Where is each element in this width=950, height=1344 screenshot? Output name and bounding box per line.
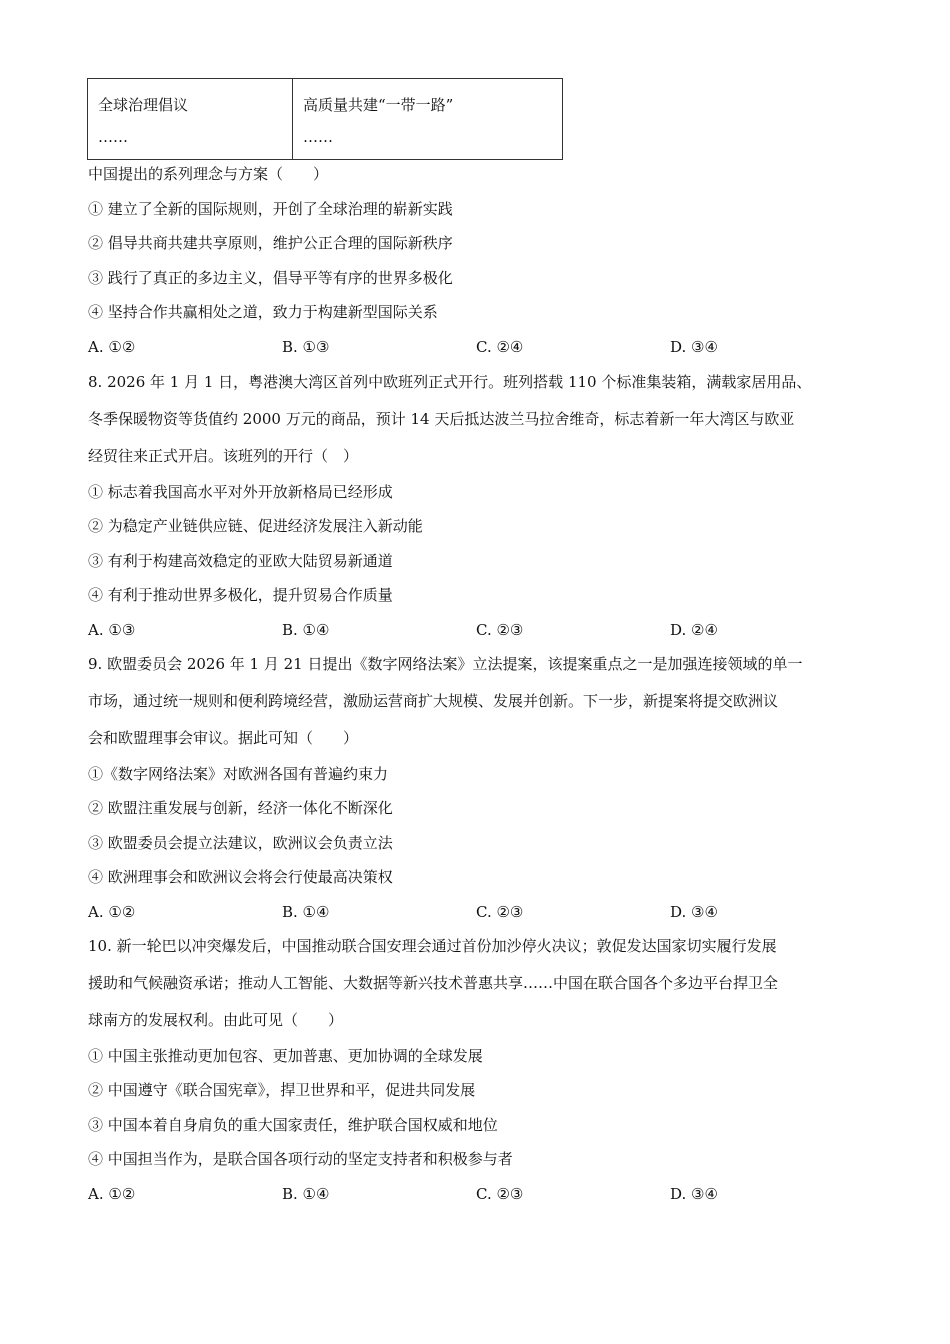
q9-option-c[interactable]: C. ②③ [476, 903, 524, 921]
context-table [87, 78, 563, 160]
q10-option-d[interactable]: D. ③④ [670, 1185, 718, 1203]
q8-item-1: ① 标志着我国高水平对外开放新格局已经形成 [88, 483, 393, 501]
q7-stem: 中国提出的系列理念与方案（ ） [88, 165, 329, 183]
table-ellipsis: …… [98, 128, 128, 146]
q8-stem-line-1: 8. 2026 年 1 月 1 日，粤港澳大湾区首列中欧班列正式开行。班列搭载 110 个标准集装箱，满载家居用品、 [88, 373, 812, 391]
q10-option-b[interactable]: B. ①④ [282, 1185, 330, 1203]
q9-stem-line-2: 市场，通过统一规则和便利跨境经营，激励运营商扩大规模、发展并创新。下一步，新提案将提交欧洲议 [88, 692, 779, 710]
q9-stem-line-3: 会和欧盟理事会审议。据此可知（ ） [88, 729, 359, 747]
q9-option-b[interactable]: B. ①④ [282, 903, 330, 921]
q10-stem-line-3: 球南方的发展权利。由此可见（ ） [88, 1011, 344, 1029]
q10-option-a[interactable]: A. ①② [88, 1185, 136, 1203]
q10-stem-line-2: 援助和气候融资承诺；推动人工智能、大数据等新兴技术普惠共享……中国在联合国各个多边平台捍卫全 [88, 974, 779, 992]
q7-item-1: ① 建立了全新的国际规则，开创了全球治理的崭新实践 [88, 200, 453, 218]
q9-item-2: ② 欧盟注重发展与创新，经济一体化不断深化 [88, 799, 393, 817]
q7-item-3: ③ 践行了真正的多边主义，倡导平等有序的世界多极化 [88, 269, 453, 287]
q7-item-4: ④ 坚持合作共赢相处之道，致力于构建新型国际关系 [88, 303, 438, 321]
q8-item-3: ③ 有利于构建高效稳定的亚欧大陆贸易新通道 [88, 552, 393, 570]
q8-option-d[interactable]: D. ②④ [670, 621, 718, 639]
table-text: 全球治理倡议 [98, 96, 189, 114]
q8-stem-line-3: 经贸往来正式开启。该班列的开行（ ） [88, 447, 359, 465]
q10-item-1: ① 中国主张推动更加包容、更加普惠、更加协调的全球发展 [88, 1047, 483, 1065]
q9-stem-line-1: 9. 欧盟委员会 2026 年 1 月 21 日提出《数字网络法案》立法提案，该提案重点之一是加强连接领域的单一 [88, 655, 803, 673]
q9-option-d[interactable]: D. ③④ [670, 903, 718, 921]
q7-option-d[interactable]: D. ③④ [670, 338, 718, 356]
q7-option-b[interactable]: B. ①③ [282, 338, 330, 356]
table-ellipsis: …… [303, 128, 333, 146]
q10-option-c[interactable]: C. ②③ [476, 1185, 524, 1203]
table-cell-belt-and-road [293, 79, 563, 160]
q7-item-2: ② 倡导共商共建共享原则，维护公正合理的国际新秩序 [88, 234, 453, 252]
q10-item-2: ② 中国遵守《联合国宪章》，捍卫世界和平，促进共同发展 [88, 1081, 476, 1099]
q8-option-a[interactable]: A. ①③ [88, 621, 136, 639]
q9-item-3: ③ 欧盟委员会提立法建议，欧洲议会负责立法 [88, 834, 393, 852]
q10-stem-line-1: 10. 新一轮巴以冲突爆发后，中国推动联合国安理会通过首份加沙停火决议；敦促发达国家切实履行发展 [88, 937, 777, 955]
q9-option-a[interactable]: A. ①② [88, 903, 136, 921]
q10-item-3: ③ 中国本着自身肩负的重大国家责任，维护联合国权威和地位 [88, 1116, 498, 1134]
q8-option-b[interactable]: B. ①④ [282, 621, 330, 639]
q7-option-a[interactable]: A. ①② [88, 338, 136, 356]
q7-options [88, 337, 848, 357]
table-cell-global-governance [88, 79, 293, 160]
q8-options [88, 620, 848, 640]
q7-option-c[interactable]: C. ②④ [476, 338, 524, 356]
q8-item-2: ② 为稳定产业链供应链、促进经济发展注入新动能 [88, 517, 423, 535]
q10-item-4: ④ 中国担当作为，是联合国各项行动的坚定支持者和积极参与者 [88, 1150, 513, 1168]
q8-stem-line-2: 冬季保暖物资等货值约 2000 万元的商品，预计 14 天后抵达波兰马拉舍维奇，标志着新一年大湾区与欧亚 [88, 410, 795, 428]
q9-options [88, 902, 848, 922]
q10-options [88, 1184, 848, 1204]
q9-item-1: ①《数字网络法案》对欧洲各国有普遍约束力 [88, 765, 389, 783]
q8-item-4: ④ 有利于推动世界多极化，提升贸易合作质量 [88, 586, 393, 604]
q8-option-c[interactable]: C. ②③ [476, 621, 524, 639]
table-text: 高质量共建“一带一路” [303, 96, 454, 114]
q9-item-4: ④ 欧洲理事会和欧洲议会将会行使最高决策权 [88, 868, 393, 886]
